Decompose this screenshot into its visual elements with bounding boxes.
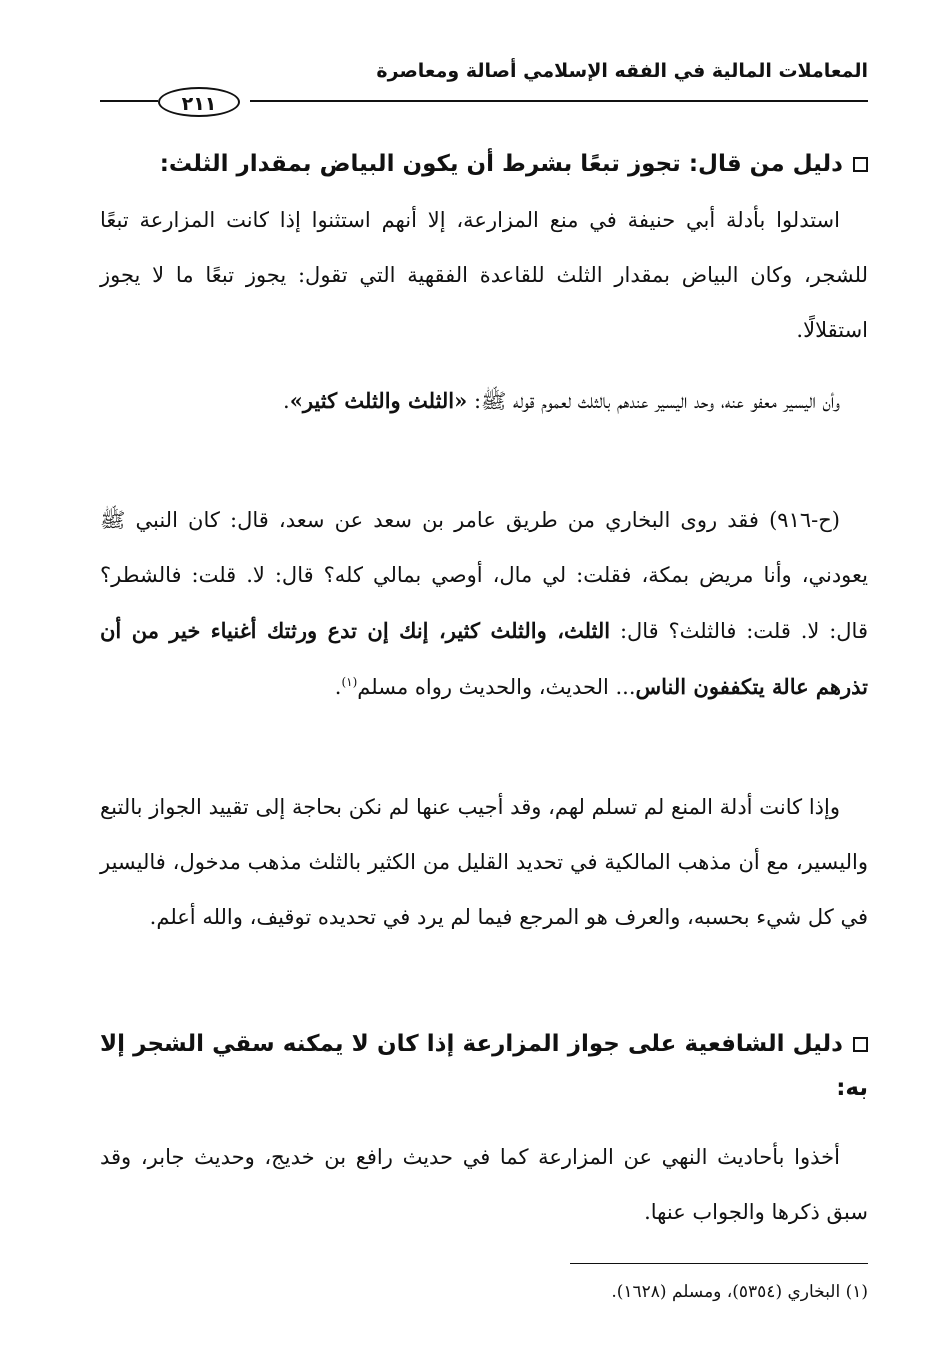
hadith-suffix: ... الحديث، والحديث رواه مسلم (357, 675, 636, 699)
heading-text: دليل من قال: تجوز تبعًا بشرط أن يكون البياض بمقدار الثلث: (159, 151, 843, 177)
hadith-text: (ح-٩١٦) فقد روى البخاري من طريق عامر بن سعد عن سعد، قال: كان النبي ﷺ يعودني، وأنا مريض بمكة، فقلت: لي مال، أوصي بمالي كله؟ قال: لا. قلت: فالشطر؟ قال: لا. قلت: فالثلث؟ قال: (100, 508, 868, 643)
hadith-end: . (334, 675, 342, 699)
checkbox-square-icon (853, 1037, 868, 1052)
footnote-text: (١) البخاري (٥٣٥٤)، ومسلم (١٦٢٨). (611, 1282, 868, 1302)
header-rule-left (100, 100, 158, 102)
paragraph-rebuttal: وإذا كانت أدلة المنع لم تسلم لهم، وقد أجيب عنها لم نكن بحاجة إلى تقييد الجواز بالتبع واليسير، مع أن مذهب المالكية في تحديد القليل من الكثير بالثلث مذهب مدخول، فاليسير في كل شيء بحسبه، والعرف هو المرجع فيما لم يرد في تحديده توقيف، والله أعلم. (100, 795, 868, 929)
checkbox-square-icon (853, 157, 868, 172)
paragraph-shafii-evidence: أخذوا بأحاديث النهي عن المزارعة كما في حديث رافع بن خديج، وحديث جابر، وقد سبق ذكرها والجواب عنها. (100, 1145, 868, 1224)
section-heading-one-third (100, 142, 868, 186)
header-rule-right (250, 100, 868, 102)
paragraph-small-amount (100, 373, 868, 429)
footnote-reference[interactable]: (١) (341, 675, 358, 689)
running-header-title: المعاملات المالية في الفقه الإسلامي أصالة ومعاصرة (376, 60, 868, 82)
section-heading-shafii (100, 1022, 868, 1110)
prophet-quote: «الثلث والثلث كثير» (289, 388, 468, 413)
paragraph-text: وأن اليسير معفو عنه، وحد اليسير عندهم بالثلث لعموم قوله ﷺ: (467, 389, 840, 413)
page-number: ٢١١ (158, 87, 240, 117)
paragraph-hanafi-evidence: استدلوا بأدلة أبي حنيفة في منع المزارعة، إلا أنهم استثنوا إذا كانت المزارعة تبعًا للشجر، وكان البياض بمقدار الثلث للقاعدة الفقهية التي تقول: يجوز تبعًا ما لا يجوز استقلالًا. (100, 208, 868, 342)
hadith-bold-text: الثلث، والثلث كثير، إنك إن تدع ورثتك أغنياء خير من أن تذرهم عالة يتكففون الناس (100, 618, 868, 699)
paragraph-hadith-916 (100, 493, 868, 715)
heading-text: دليل الشافعية على جواز المزارعة إذا كان لا يمكنه سقي الشجر إلا به: (100, 1031, 868, 1101)
footnote-separator (570, 1263, 868, 1264)
paragraph-end: . (283, 389, 290, 413)
